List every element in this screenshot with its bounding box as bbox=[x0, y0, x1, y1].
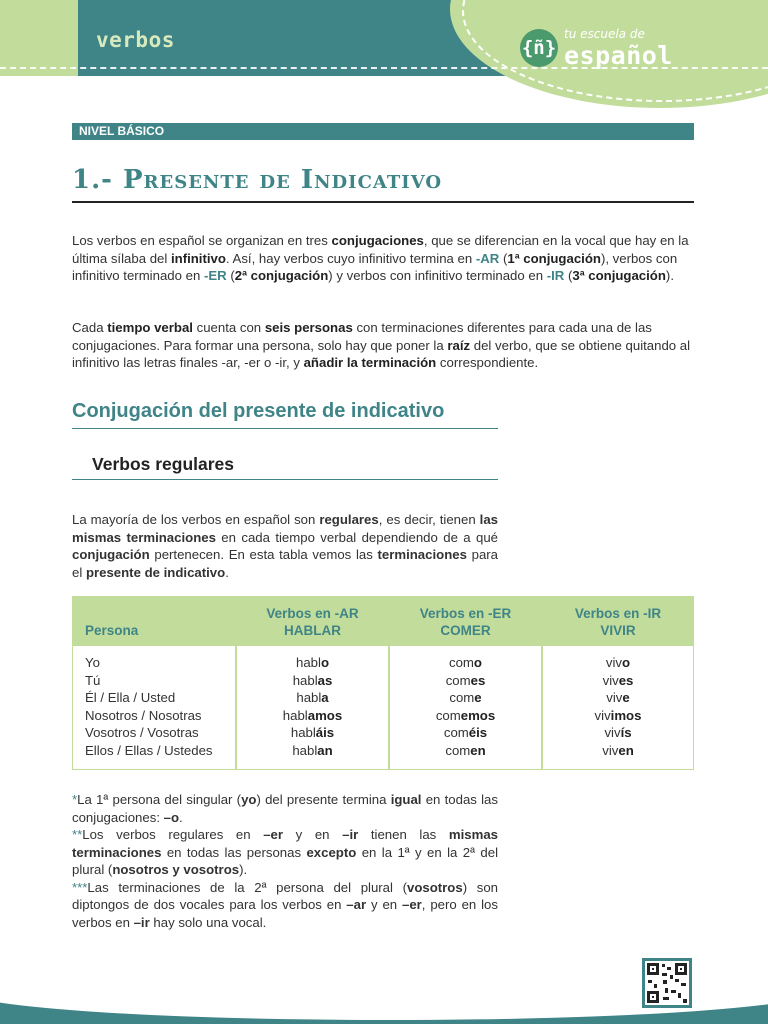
table-cell-ar: habláis bbox=[290, 725, 335, 740]
header-er: Verbos en -ER COMER bbox=[419, 606, 512, 638]
table-cell-ar: hablan bbox=[292, 742, 333, 758]
intro-paragraph-2: Cada tiempo verbal cuenta con seis personas con terminaciones diferentes para cada una de las conjugaciones. Para formar una persona, solo hay que poner la raíz del verbo, que se obtiene quitando al infinitivo las letras finales -ar, -er o -ir, y añadir la terminación correspondiente. bbox=[72, 320, 691, 370]
ar-column bbox=[237, 654, 388, 759]
page-title: 1.- Presente de Indicativo bbox=[72, 165, 694, 203]
er-column bbox=[390, 654, 541, 759]
footnote-3: ***Las terminaciones de la 2ª persona del plural (vosotros) son diptongos de dos vocales para los verbos en –ar y en –er, pero en los verbos en –ir hay solo una vocal. bbox=[72, 879, 498, 930]
table-cell-ar: habla bbox=[296, 690, 329, 705]
table-cell-ir: vivimos bbox=[594, 707, 642, 723]
table-cell-er: comemos bbox=[435, 707, 496, 723]
persona-column bbox=[85, 654, 235, 759]
ir-column bbox=[543, 654, 693, 759]
table-cell-persona: Vosotros / Vosotras bbox=[85, 725, 199, 740]
table-cell-persona: Él / Ella / Usted bbox=[85, 690, 176, 705]
table-cell-er: coméis bbox=[443, 725, 488, 740]
footnotes bbox=[72, 791, 498, 931]
logo[interactable] bbox=[520, 27, 700, 77]
table-intro-paragraph: La mayoría de los verbos en español son regulares, es decir, tienen las mismas terminaciones en cada tiempo verbal dependiendo de a qué conjugación pertenecen. En esta tabla vemos las terminaciones para el presente de indicativo. bbox=[72, 512, 499, 580]
conjugation-table bbox=[72, 596, 694, 770]
table-cell-er: comes bbox=[445, 672, 486, 688]
table-cell-persona: Tú bbox=[85, 672, 101, 688]
logo-tagline: tu escuela de bbox=[564, 27, 645, 41]
logo-wordmark: español bbox=[564, 41, 673, 70]
table-cell-ar: hablo bbox=[296, 655, 329, 670]
footer-website-link[interactable]: tuescueladeespanol.es bbox=[521, 991, 639, 1001]
logo-speech-bubble-icon: {ñ} bbox=[520, 29, 558, 67]
table-cell-ir: vives bbox=[602, 672, 634, 688]
table-cell-ir: viven bbox=[602, 742, 634, 758]
table-cell-persona: Nosotros / Nosotras bbox=[85, 707, 202, 723]
table-cell-er: come bbox=[449, 690, 482, 705]
table-cell-er: comen bbox=[445, 742, 486, 758]
table-cell-ir: vivís bbox=[604, 725, 632, 740]
intro-paragraph-1: Los verbos en español se organizan en tres conjugaciones, que se diferencian en la vocal que hay en la última sílaba del infinitivo. Así, hay verbos cuyo infinitivo termina en -AR (1ª conjugación), verbos con infinitivo terminado en -ER (2ª conjugación) y verbos con infinitivo terminado en -IR (3ª conjugación). bbox=[72, 233, 689, 283]
level-badge: NIVEL BÁSICO bbox=[72, 123, 694, 140]
page-number: 1 bbox=[707, 992, 716, 1006]
header-ar: Verbos en -AR HABLAR bbox=[266, 606, 359, 638]
table-cell-ar: hablas bbox=[292, 672, 333, 688]
subsection-heading: Verbos regulares bbox=[72, 454, 498, 480]
header-persona: Persona bbox=[85, 623, 139, 638]
table-cell-persona: Yo bbox=[85, 655, 100, 670]
header-accent bbox=[0, 0, 78, 76]
table-cell-ir: vive bbox=[606, 690, 630, 705]
header-ir: Verbos en -IR VIVIR bbox=[574, 606, 662, 638]
table-cell-ar: hablamos bbox=[282, 707, 343, 723]
footnote-2: **Los verbos regulares en –er y en –ir tienen las mismas terminaciones en todas las personas excepto en la 1ª y en la 2ª del plural (nosotros y vosotros). bbox=[72, 827, 498, 877]
footnote-1: *La 1ª persona del singular (yo) del presente termina igual en todas las conjugaciones: –o. bbox=[72, 792, 498, 825]
table-cell-er: como bbox=[449, 655, 482, 670]
section-title: verbos bbox=[96, 28, 175, 52]
table-cell-ir: vivo bbox=[605, 655, 631, 670]
qr-code-icon[interactable] bbox=[642, 958, 692, 1008]
section-heading: Conjugación del presente de indicativo bbox=[72, 400, 498, 429]
table-cell-persona: Ellos / Ellas / Ustedes bbox=[85, 742, 213, 758]
